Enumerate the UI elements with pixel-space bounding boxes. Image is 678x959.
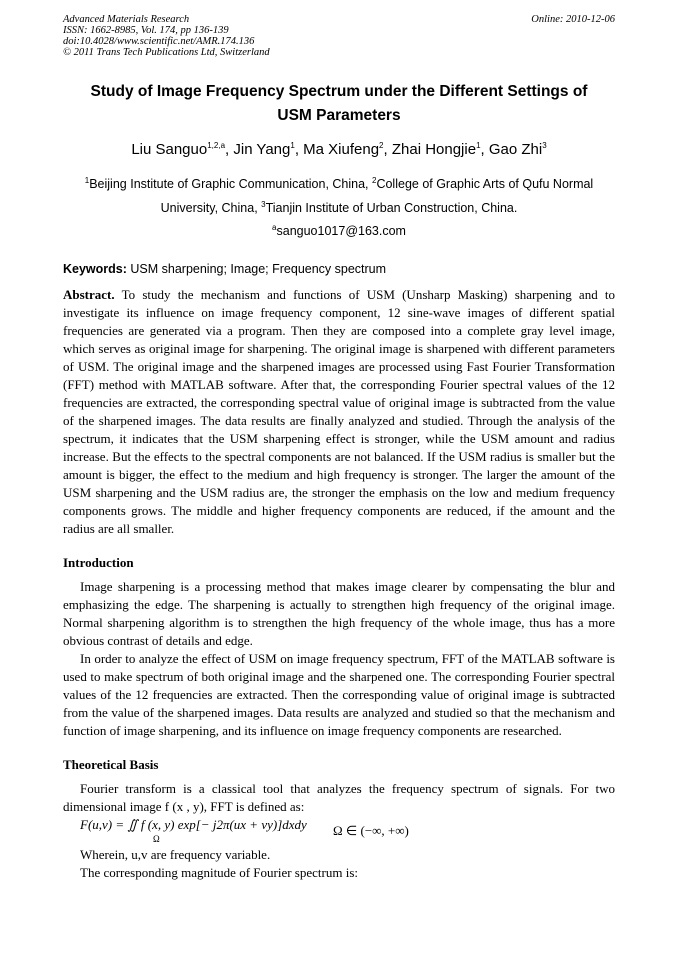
online-date: Online: 2010-12-06 [531, 14, 615, 25]
paper-title [63, 80, 615, 128]
author-sup: 1 [290, 141, 295, 150]
issn: ISSN: 1662-8985, Vol. 174, pp 136-139 [63, 25, 229, 36]
affiliation: College of Graphic Arts of Qufu Normal University, China, [160, 177, 594, 215]
doi: doi:10.4028/www.scientific.net/AMR.174.136 [63, 36, 255, 47]
paper-body [63, 286, 615, 882]
title-line: USM Parameters [277, 107, 401, 124]
section-heading-theory: Theoretical Basis [63, 757, 159, 772]
equation-subscript: Ω [153, 834, 160, 844]
author: Liu Sanguo [131, 141, 208, 158]
email-sup: a [272, 222, 277, 232]
section-heading-introduction: Introduction [63, 555, 134, 570]
equation-text: F(u,v) = ∬ f (x, y) exp[− j2π(ux + vy)]dxdy [80, 817, 307, 832]
paragraph: The corresponding magnitude of Fourier spectrum is: [80, 865, 358, 880]
author: Zhai Hongjie [391, 141, 477, 158]
abstract [63, 286, 615, 538]
author-sup: 1 [476, 141, 481, 150]
abstract-text: To study the mechanism and functions of USM (Unsharp Masking) sharpening and to investigate its influence on image frequency component, 12 sine-wave images of different spatial frequencies are generated via a program. Then they are composed into a complete gray level image, which serves as original image for sharpening. The original image is sharpened with different parameters of USM. The original image and the sharpened images are processed using Fast Fourier Transformation (FFT) method with MATLAB software. After that, the corresponding Fourier spectral values of the 12 frequencies are extracted, the corresponding spectral value of original image is subtracted from the value of the sharpened images. The data results are finally analyzed and studied. Through the analysis of the spectrum, it indicates that the USM sharpening effect is stronger, while the USM amount and radius increase. But the effects to the spectral components are not balanced. If the USM radius is smaller but the amount is bigger, the effect to the medium and high frequency is stronger. The larger the amount of the USM sharpening and the USM radius are, the stronger the emphasis on the low and medium frequency components grows. The middle and higher frequency components are reduced, if the amount and the radius are all smaller. [63, 287, 615, 536]
author: Gao Zhi [488, 141, 543, 158]
paragraph: Image sharpening is a processing method that makes image clearer by compensating the blur and emphasizing the edge. The sharpening is actually to strengthen high frequency of the original image. Normal sharpening algorithm is to strengthen the high frequency of the whole image, thus has a more obvious contrast of details and edge. [63, 579, 615, 648]
affil-sup: 3 [261, 199, 266, 209]
author-list: Liu Sanguo$^{1,2,a}$, Jin Yang$^1$, Ma Xiufeng$^2$, Zhai Hongjie$^1$, Gao Zhi$^3$ [131, 141, 547, 158]
author: Ma Xiufeng [303, 141, 380, 158]
journal-header [63, 14, 615, 58]
copyright: © 2011 Trans Tech Publications Ltd, Switzerland [63, 47, 270, 58]
paragraph: Wherein, u,v are frequency variable. [80, 847, 271, 862]
paragraph: Fourier transform is a classical tool that analyzes the frequency spectrum of signals. For two dimensional image f (x , y), FFT is defined as: [63, 781, 615, 814]
author-sup: 2 [379, 141, 384, 150]
affil-sup: 2 [372, 175, 377, 185]
affiliations [63, 172, 615, 220]
equation-domain: Ω ∈ (−∞, +∞) [333, 823, 409, 838]
equation-fft [63, 816, 615, 846]
abstract-label: Abstract. [63, 287, 115, 302]
paragraph: In order to analyze the effect of USM on image frequency spectrum, FFT of the MATLAB software is used to make spectrum of both original image and the sharpened one. The corresponding Fourier spectral values of the 12 frequencies are extracted. Then the corresponding value of original image is subtracted from the value of the sharpened images. Data results are analyzed and studied so that the mechanism and function of image sharpening, and its influence on image frequency components are researched. [63, 651, 615, 738]
journal-name: Advanced Materials Research [63, 14, 190, 25]
keywords [63, 260, 386, 278]
affiliation: Tianjin Institute of Urban Construction, China. [265, 201, 518, 215]
email-address: sanguo1017@163.com [276, 224, 406, 238]
email [63, 221, 615, 241]
keywords-text: USM sharpening; Image; Frequency spectrum [126, 262, 387, 276]
keywords-label: Keywords: [63, 262, 127, 276]
author: Jin Yang [233, 141, 291, 158]
affil-sup: 1 [84, 175, 90, 185]
author-sup: 1,2,a [207, 141, 226, 150]
author-sup: 3 [542, 141, 547, 150]
affiliation: Beijing Institute of Graphic Communication, China, [89, 177, 372, 191]
title-line: Study of Image Frequency Spectrum under the Different Settings of [90, 83, 588, 100]
